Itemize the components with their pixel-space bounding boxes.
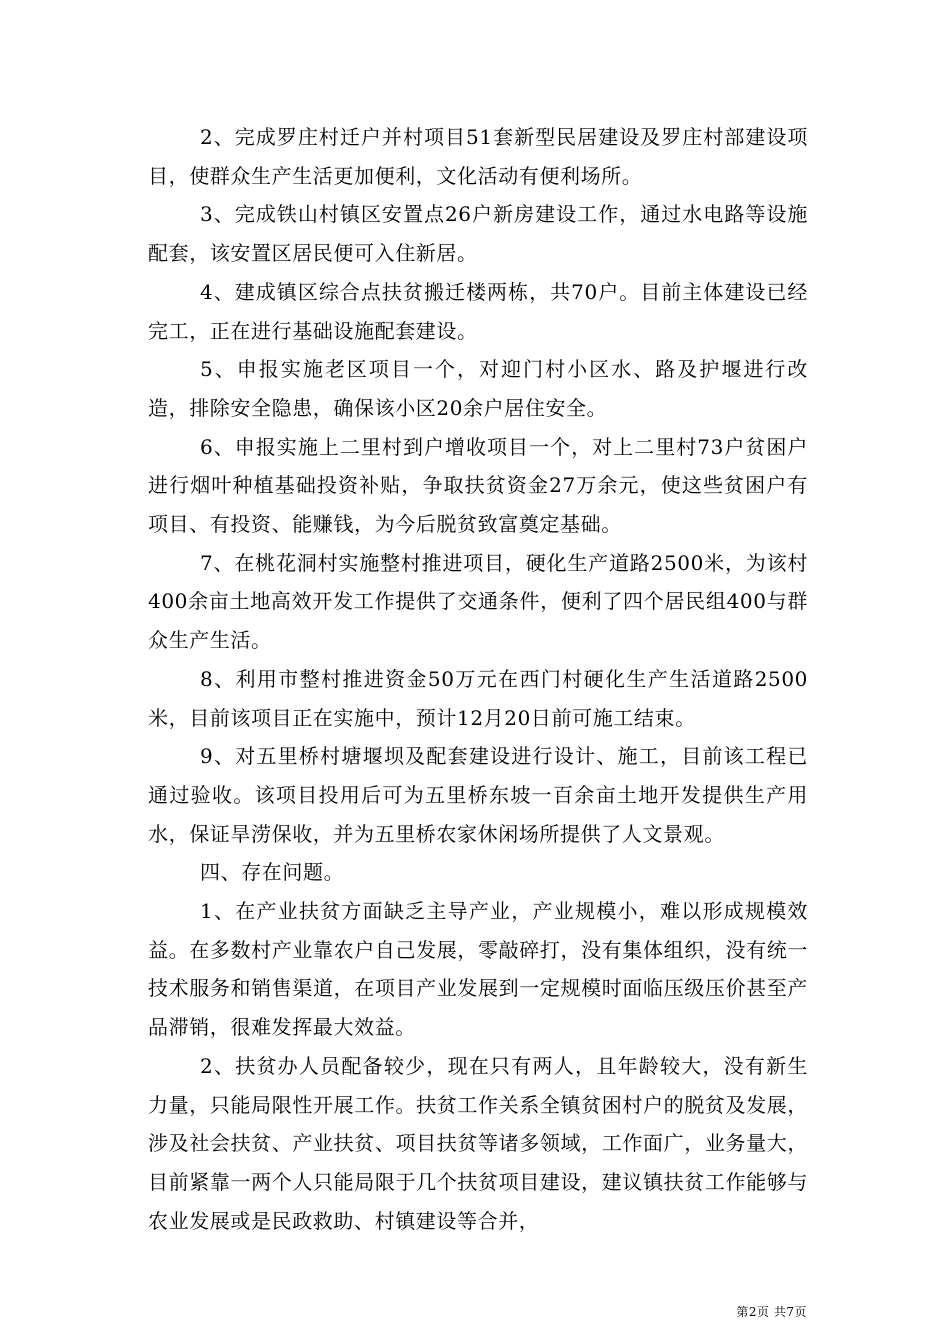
paragraph-item-7: 7、在桃花洞村实施整村推进项目，硬化生产道路2500米，为该村400余亩土地高效开发工作提供了交通条件，便利了四个居民组400与群众生产生活。 [148,550,808,653]
problem-item-1: 1、在产业扶贫方面缺乏主导产业，产业规模小，难以形成规模效益。在多数村产业靠农户自己发展，零敲碎打，没有集体组织，没有统一技术服务和销售渠道，在项目产业发展到一定规模时面临压级压价甚至产品滞销，很难发挥最大效益。 [148,899,808,1040]
paragraph-item-3: 3、完成铁山村镇区安置点26户新房建设工作，通过水电路等设施配套，该安置区居民便可入住新居。 [148,202,808,266]
problem-item-2: 2、扶贫办人员配备较少，现在只有两人，且年龄较大，没有新生力量，只能局限性开展工作。扶贫工作关系全镇贫困村户的脱贫及发展，涉及社会扶贫、产业扶贫、项目扶贫等诸多领域，工作面广，业务量大，目前紧靠一两个人只能局限于几个扶贫项目建设，建议镇扶贫工作能够与农业发展或是民政救助、村镇建设等合并， [148,1053,808,1233]
paragraph-item-8: 8、利用市整村推进资金50万元在西门村硬化生产生活道路2500米，目前该项目正在实施中，预计12月20日前可施工结束。 [148,666,808,730]
page-number: 第2页 共7页 [736,1305,807,1319]
paragraph-item-2: 2、完成罗庄村迁户并村项目51套新型民居建设及罗庄村部建设项目，使群众生产生活更加便利，文化活动有便利场所。 [148,125,808,188]
document-body [148,118,808,1240]
paragraph-item-9: 9、对五里桥村塘堰坝及配套建设进行设计、施工，目前该工程已通过验收。该项目投用后可为五里桥东坡一百余亩土地开发提供生产用水，保证旱涝保收，并为五里桥农家休闲场所提供了人文景观。 [148,744,808,846]
paragraph-item-5: 5、申报实施老区项目一个，对迎门村小区水、路及护堰进行改造，排除安全隐患，确保该小区20余户居住安全。 [148,357,808,420]
section-heading-problems: 四、存在问题。 [200,860,345,885]
paragraph-item-6: 6、申报实施上二里村到户增收项目一个，对上二里村73户贫困户进行烟叶种植基础投资补贴，争取扶贫资金27万余元，使这些贫困户有项目、有投资、能赚钱，为今后脱贫致富奠定基础。 [148,434,808,537]
paragraph-item-4: 4、建成镇区综合点扶贫搬迁楼两栋，共70户。目前主体建设已经完工，正在进行基础设施配套建设。 [148,279,808,343]
